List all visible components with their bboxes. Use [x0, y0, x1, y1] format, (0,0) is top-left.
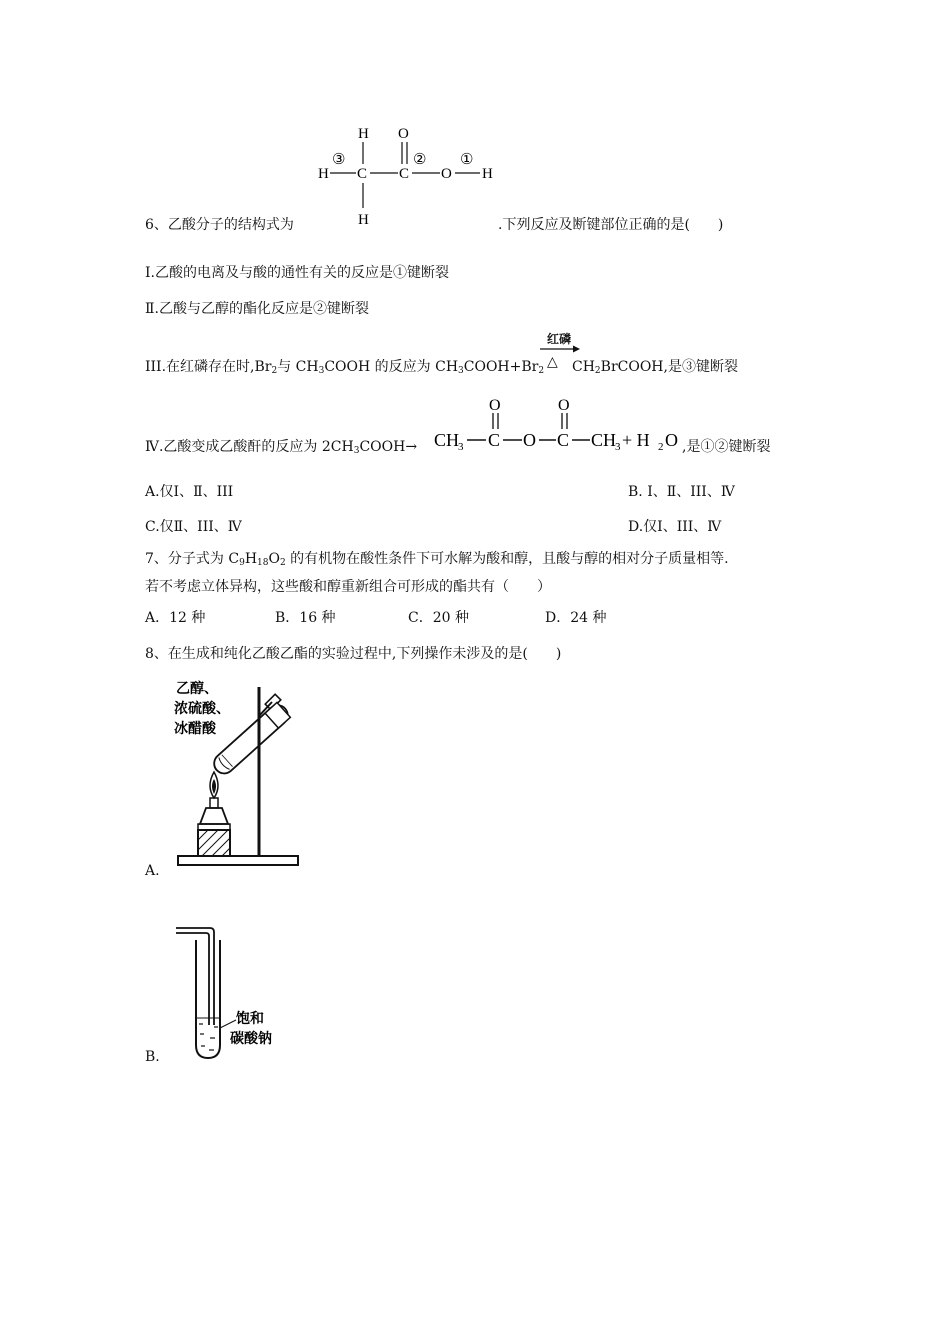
- q7-h: H: [244, 551, 258, 567]
- struct-o-single: O: [441, 166, 452, 182]
- item4-prefix2: COOH→: [359, 439, 418, 455]
- q6-option-c[interactable]: C.仅Ⅱ、III、Ⅳ: [145, 519, 242, 535]
- anh-sub-3-right: 3: [615, 441, 621, 453]
- figB-label-saturated: 饱和: [236, 1012, 264, 1027]
- acetic-anhydride-structure: [432, 392, 682, 458]
- anh-c-left: C: [488, 430, 501, 450]
- q7-stem-line-1: [145, 550, 729, 568]
- reaction-arrow: [538, 344, 582, 354]
- sub-3: 3: [353, 446, 360, 456]
- struct-c-methyl: C: [357, 166, 368, 182]
- q7-sub-9: 9: [239, 558, 245, 568]
- struct-mark-3: ③: [332, 152, 346, 168]
- sub-2: 2: [594, 366, 601, 376]
- item4-suffix: ,是①②键断裂: [682, 439, 771, 455]
- struct-h-left: H: [318, 166, 329, 182]
- figA-label-ethanol: 乙醇、: [176, 682, 218, 697]
- q7-option-a[interactable]: A．12 种: [145, 610, 206, 626]
- q7-option-c[interactable]: C．20 种: [408, 610, 469, 626]
- figA-label-sulfuric: 浓硫酸、: [174, 702, 230, 717]
- struct-h-top: H: [358, 126, 369, 142]
- q7-option-b[interactable]: B．16 种: [275, 610, 336, 626]
- acetic-acid-structure: [310, 120, 510, 235]
- item3-product-rest: BrCOOH,是③键断裂: [600, 359, 738, 375]
- q6-stem-suffix: .下列反应及断键部位正确的是( ): [498, 217, 724, 233]
- anh-sub-3-left: 3: [458, 441, 464, 453]
- q7-o: O: [268, 551, 280, 567]
- q7-sub-18: 18: [257, 558, 269, 568]
- sub-3: 3: [318, 366, 325, 376]
- sub-2: 2: [271, 366, 278, 376]
- figB-label-sodium-carbonate: 碳酸钠: [230, 1032, 272, 1047]
- q6-stem-prefix: 6、乙酸分子的结构式为: [145, 217, 294, 233]
- q7-sub-2: 2: [279, 558, 286, 568]
- q7-stem-line-2: 若不考虑立体异构，这些酸和醇重新组合可形成的酯共有（ ）: [145, 579, 551, 595]
- heat-symbol: △: [547, 354, 558, 370]
- anh-plus-water: + H: [622, 430, 650, 450]
- item3-mid2: COOH 的反应为 CH: [324, 359, 459, 375]
- anh-o-bridge: O: [523, 430, 536, 450]
- q7-prefix: 7、分子式为 C: [145, 551, 240, 567]
- sodium-carbonate-tube-figure: [170, 920, 290, 1065]
- struct-o-double: O: [398, 126, 409, 142]
- item3-prefix: III.在红磷存在时,: [145, 359, 255, 375]
- anh-ch3-right: CH: [591, 430, 617, 450]
- anh-ch3-left: CH: [434, 430, 460, 450]
- item3-product: [572, 358, 738, 376]
- anh-o-top-left: O: [489, 397, 501, 414]
- q6-item-4-prefix: [145, 438, 417, 456]
- q6-item-2: Ⅱ.乙酸与乙醇的酯化反应是②键断裂: [145, 301, 369, 317]
- q6-option-b[interactable]: B. Ⅰ、Ⅱ、III、Ⅳ: [628, 484, 735, 500]
- q8-stem: 8、在生成和纯化乙酸乙酯的实验过程中,下列操作未涉及的是( ): [145, 646, 562, 662]
- q8-option-a[interactable]: A.: [145, 863, 160, 879]
- struct-h-bottom: H: [358, 212, 369, 228]
- struct-mark-1: ①: [460, 152, 474, 168]
- figA-label-acetic: 冰醋酸: [174, 722, 216, 737]
- anh-sub-2-water: 2: [658, 441, 664, 453]
- heating-apparatus-figure: [170, 672, 310, 872]
- struct-mark-2: ②: [413, 152, 427, 168]
- item3-mid3: COOH+Br: [463, 359, 539, 375]
- anh-o-top-right: O: [558, 397, 570, 414]
- item3-mid: 与 CH: [277, 359, 319, 375]
- q6-option-d[interactable]: D.仅Ⅰ、III、Ⅳ: [628, 519, 722, 535]
- q6-item-3: [145, 358, 544, 376]
- q6-option-a[interactable]: A.仅Ⅰ、Ⅱ、III: [145, 484, 234, 500]
- q7-option-d[interactable]: D．24 种: [545, 610, 607, 626]
- sub-2: 2: [538, 366, 545, 376]
- struct-h-right: H: [482, 166, 493, 182]
- q6-item-1: Ⅰ.乙酸的电离及与酸的通性有关的反应是①键断裂: [145, 265, 449, 281]
- struct-c-carboxyl: C: [399, 166, 410, 182]
- item3-product-ch: CH: [572, 359, 595, 375]
- anh-water-o: O: [665, 430, 678, 450]
- q8-option-b[interactable]: B.: [145, 1049, 160, 1065]
- q7-suffix: 的有机物在酸性条件下可水解为酸和醇，且酸与醇的相对分子质量相等.: [285, 551, 729, 567]
- item3-br2: Br: [254, 359, 272, 375]
- item4-prefix: Ⅳ.乙酸变成乙酸酐的反应为 2CH: [145, 439, 354, 455]
- anh-c-right: C: [557, 430, 570, 450]
- sub-3: 3: [458, 366, 464, 376]
- arrow-condition-label: 红磷: [546, 332, 571, 346]
